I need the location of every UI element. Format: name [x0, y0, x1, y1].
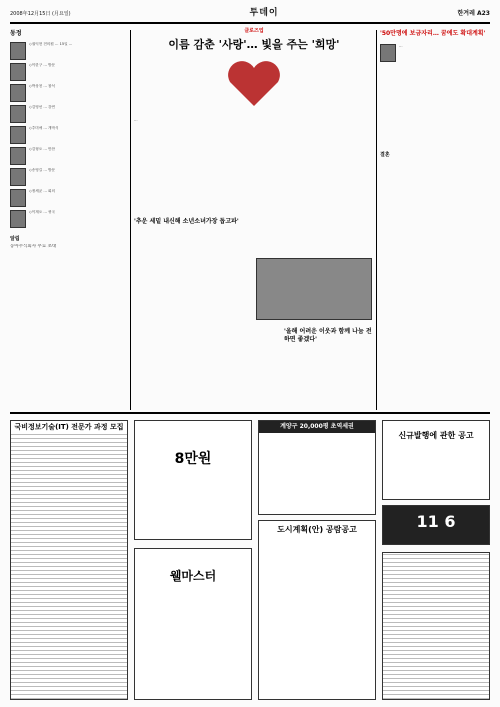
feature-photo [256, 258, 372, 320]
feature-body-left: … [134, 118, 138, 122]
ad-new-issue-text: 신규발행에 관한 공고 [398, 431, 474, 440]
person-row [10, 126, 128, 144]
person-row [10, 147, 128, 165]
ad-new-issue [382, 420, 490, 500]
ad-wellmaster [134, 548, 252, 700]
left-column-title: 동정 [10, 30, 22, 37]
ad-divider [10, 412, 490, 414]
person-row [10, 63, 128, 81]
left-people-list [10, 42, 128, 228]
person-row [10, 189, 128, 207]
person-row [10, 210, 128, 228]
sub-headline-2: '올해 어려운 이웃과 함께 나눔 전하면 좋겠다' [284, 328, 372, 343]
section-title: 투데이 [249, 8, 279, 19]
heart-illustration [224, 58, 284, 108]
column-divider [130, 30, 131, 410]
ad-116-text: 11 6 [416, 512, 456, 531]
feature-kicker: 클로즈업 [244, 28, 264, 34]
person-text: ◇박상천 … 참석 [29, 83, 55, 88]
person-text: ◇송영길 … 방문 [29, 167, 55, 172]
person-text: ◇이재오 … 귀국 [29, 209, 55, 214]
right-column [380, 30, 490, 410]
ad-8man-won [134, 420, 252, 540]
left-column [10, 30, 128, 415]
page-number: 한겨레 A23 [457, 10, 490, 18]
portrait-photo [10, 63, 26, 81]
person-row [10, 105, 128, 123]
ad-it-course [10, 420, 128, 700]
header-date: 2008年12月15日 (月요일) [10, 10, 71, 17]
ad-wellmaster-text: 웰마스터 [169, 569, 217, 583]
person-text: ◇김형오 … 만찬 [29, 146, 55, 151]
feature-headline: 이름 감춘 '사랑'… 빛을 주는 '희망' [168, 38, 340, 52]
column-divider [376, 30, 377, 410]
person-text: ◇추미애 … 개막식 [29, 125, 59, 130]
ad-116 [382, 505, 490, 545]
portrait-photo [10, 147, 26, 165]
person-row [380, 44, 490, 62]
portrait-photo [10, 210, 26, 228]
person-row [10, 84, 128, 102]
ad-urban-plan [258, 520, 376, 700]
portrait-photo [10, 126, 26, 144]
ad-gyeyang [258, 420, 376, 515]
portrait-photo [10, 84, 26, 102]
person-text: ◇권익현 전의원 … 15일 … [29, 41, 73, 46]
portrait-photo [380, 44, 396, 62]
person-text: … [399, 43, 403, 48]
person-text: ◇김영선 … 강연 [29, 104, 55, 109]
portrait-photo [10, 42, 26, 60]
right-headline: '50만명에 보금자리… 꿈에도 확대계획' [380, 30, 486, 37]
person-row [10, 42, 128, 60]
portrait-photo [10, 189, 26, 207]
ad-gyeyang-text: 계양구 20,000평 초역세권 [259, 421, 375, 433]
portrait-photo [10, 168, 26, 186]
ad-misc [382, 552, 490, 700]
ad-it-title: 국비정보기술(IT) 전문가 과정 모집 [11, 421, 127, 434]
ad-8man-won-text: 8만원 [174, 451, 212, 467]
person-row [10, 168, 128, 186]
feature-article [134, 28, 374, 408]
notice-title: 알림 [10, 235, 20, 242]
person-text: ◇정세균 … 회의 [29, 188, 55, 193]
page-header [10, 6, 490, 24]
sub-headline-1: '추운 세밑 내신해 소년소녀가장 돕고파' [134, 218, 239, 225]
portrait-photo [10, 105, 26, 123]
box-title: 결혼 [380, 151, 390, 158]
notice-text: 동아주식회사 무료 초대 [10, 243, 57, 249]
ad-urban-plan-text: 도시계획(안) 공람공고 [277, 525, 357, 534]
person-text: ◇이한구 … 방문 [29, 62, 55, 67]
